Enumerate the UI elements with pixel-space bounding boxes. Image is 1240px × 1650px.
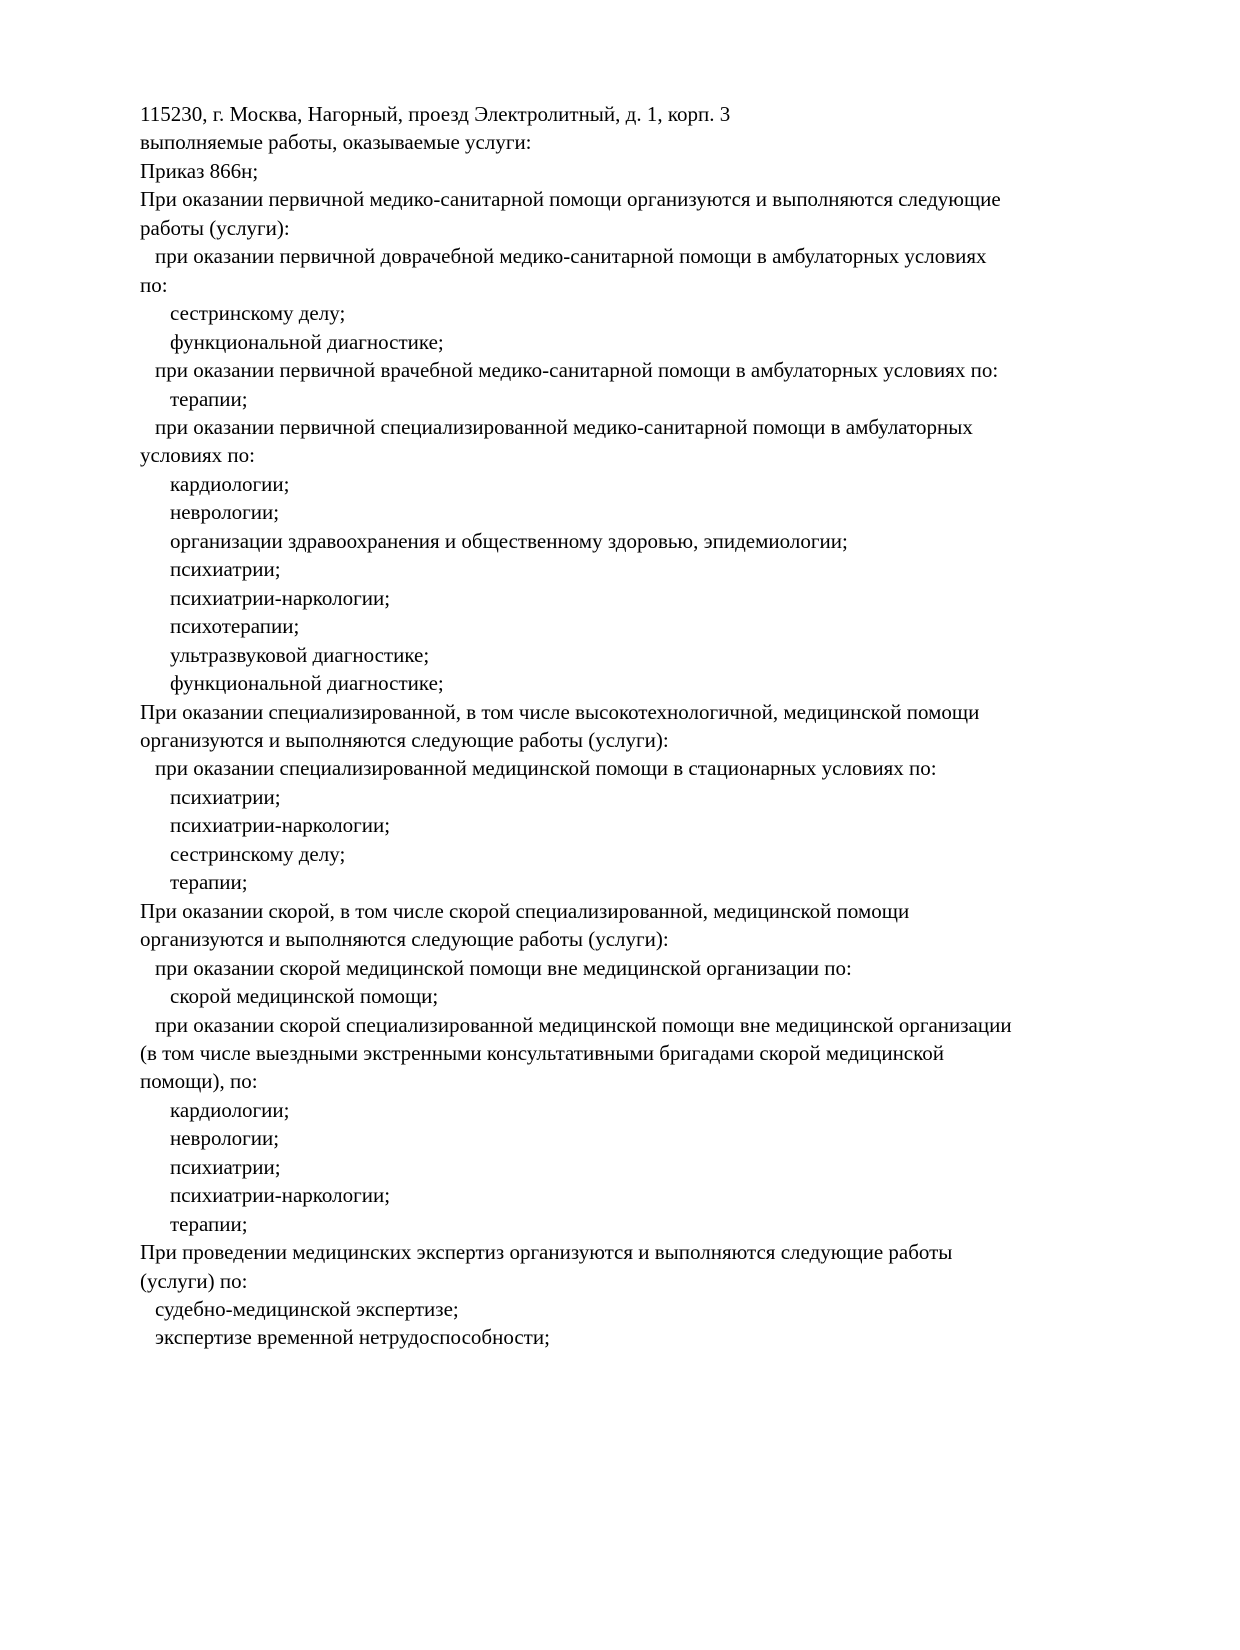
document-text-line: психотерапии;: [170, 614, 300, 639]
document-text-line: условиях по:: [140, 443, 255, 468]
document-text-line: скорой медицинской помощи;: [170, 984, 439, 1009]
document-text-line: (в том числе выездными экстренными консультативными бригадами скорой медицинской: [140, 1040, 944, 1065]
document-text-line: При оказании скорой, в том числе скорой специализированной, медицинской помощи: [140, 898, 910, 923]
document-text-line: ультразвуковой диагностике;: [170, 642, 430, 667]
document-text-line: психиатрии;: [170, 784, 281, 809]
document-text-line: при оказании первичной специализированной медико-санитарной помощи в амбулаторных: [155, 414, 973, 439]
document-text-line: психиатрии-наркологии;: [170, 1183, 391, 1208]
document-text-line: кардиологии;: [170, 1097, 290, 1122]
document-text-line: при оказании первичной врачебной медико-санитарной помощи в амбулаторных условиях по:: [155, 358, 999, 383]
document-text-line: сестринскому делу;: [170, 301, 346, 326]
document-text-line: функциональной диагностике;: [170, 329, 444, 354]
document-text-line: организуются и выполняются следующие работы (услуги):: [140, 927, 669, 952]
document-text-line: при оказании первичной доврачебной медико-санитарной помощи в амбулаторных условиях: [155, 244, 987, 269]
document-text-line: Приказ 866н;: [140, 158, 259, 183]
document-text-line: при оказании специализированной медицинской помощи в стационарных условиях по:: [155, 756, 937, 781]
document-text-line: организуются и выполняются следующие работы (услуги):: [140, 727, 669, 752]
document-text-line: при оказании скорой специализированной медицинской помощи вне медицинской организации: [155, 1012, 1012, 1037]
document-text-line: организации здравоохранения и общественному здоровью, эпидемиологии;: [170, 528, 848, 553]
document-text-line: выполняемые работы, оказываемые услуги:: [140, 130, 532, 155]
document-text-line: по:: [140, 272, 168, 297]
document-text-line: неврологии;: [170, 500, 280, 525]
document-text-line: неврологии;: [170, 1126, 280, 1151]
document-text-line: функциональной диагностике;: [170, 671, 444, 696]
document-text-line: (услуги) по:: [140, 1268, 248, 1293]
document-text-line: экспертизе временной нетрудоспособности;: [155, 1325, 550, 1350]
document-text-line: при оказании скорой медицинской помощи вне медицинской организации по:: [155, 955, 852, 980]
document-text-line: кардиологии;: [170, 471, 290, 496]
document-text-line: терапии;: [170, 1211, 248, 1236]
document-text-line: психиатрии;: [170, 1154, 281, 1179]
document-text-line: терапии;: [170, 386, 248, 411]
document-text-line: При проведении медицинских экспертиз организуются и выполняются следующие работы: [140, 1240, 953, 1265]
document-text-line: психиатрии-наркологии;: [170, 813, 391, 838]
license-works-text-block: [140, 100, 1140, 1352]
document-text-line: судебно-медицинской экспертизе;: [155, 1297, 459, 1322]
document-text-line: работы (услуги):: [140, 215, 290, 240]
document-text-line: При оказании первичной медико-санитарной помощи организуются и выполняются следующие: [140, 187, 1001, 212]
document-text-line: психиатрии;: [170, 557, 281, 582]
document-text-line: психиатрии-наркологии;: [170, 585, 391, 610]
document-text-line: терапии;: [170, 870, 248, 895]
document-text-line: сестринскому делу;: [170, 841, 346, 866]
document-text-line: При оказании специализированной, в том числе высокотехнологичной, медицинской помощи: [140, 699, 980, 724]
document-text-line: помощи), по:: [140, 1069, 258, 1094]
document-text-line: 115230, г. Москва, Нагорный, проезд Электролитный, д. 1, корп. 3: [140, 102, 731, 126]
